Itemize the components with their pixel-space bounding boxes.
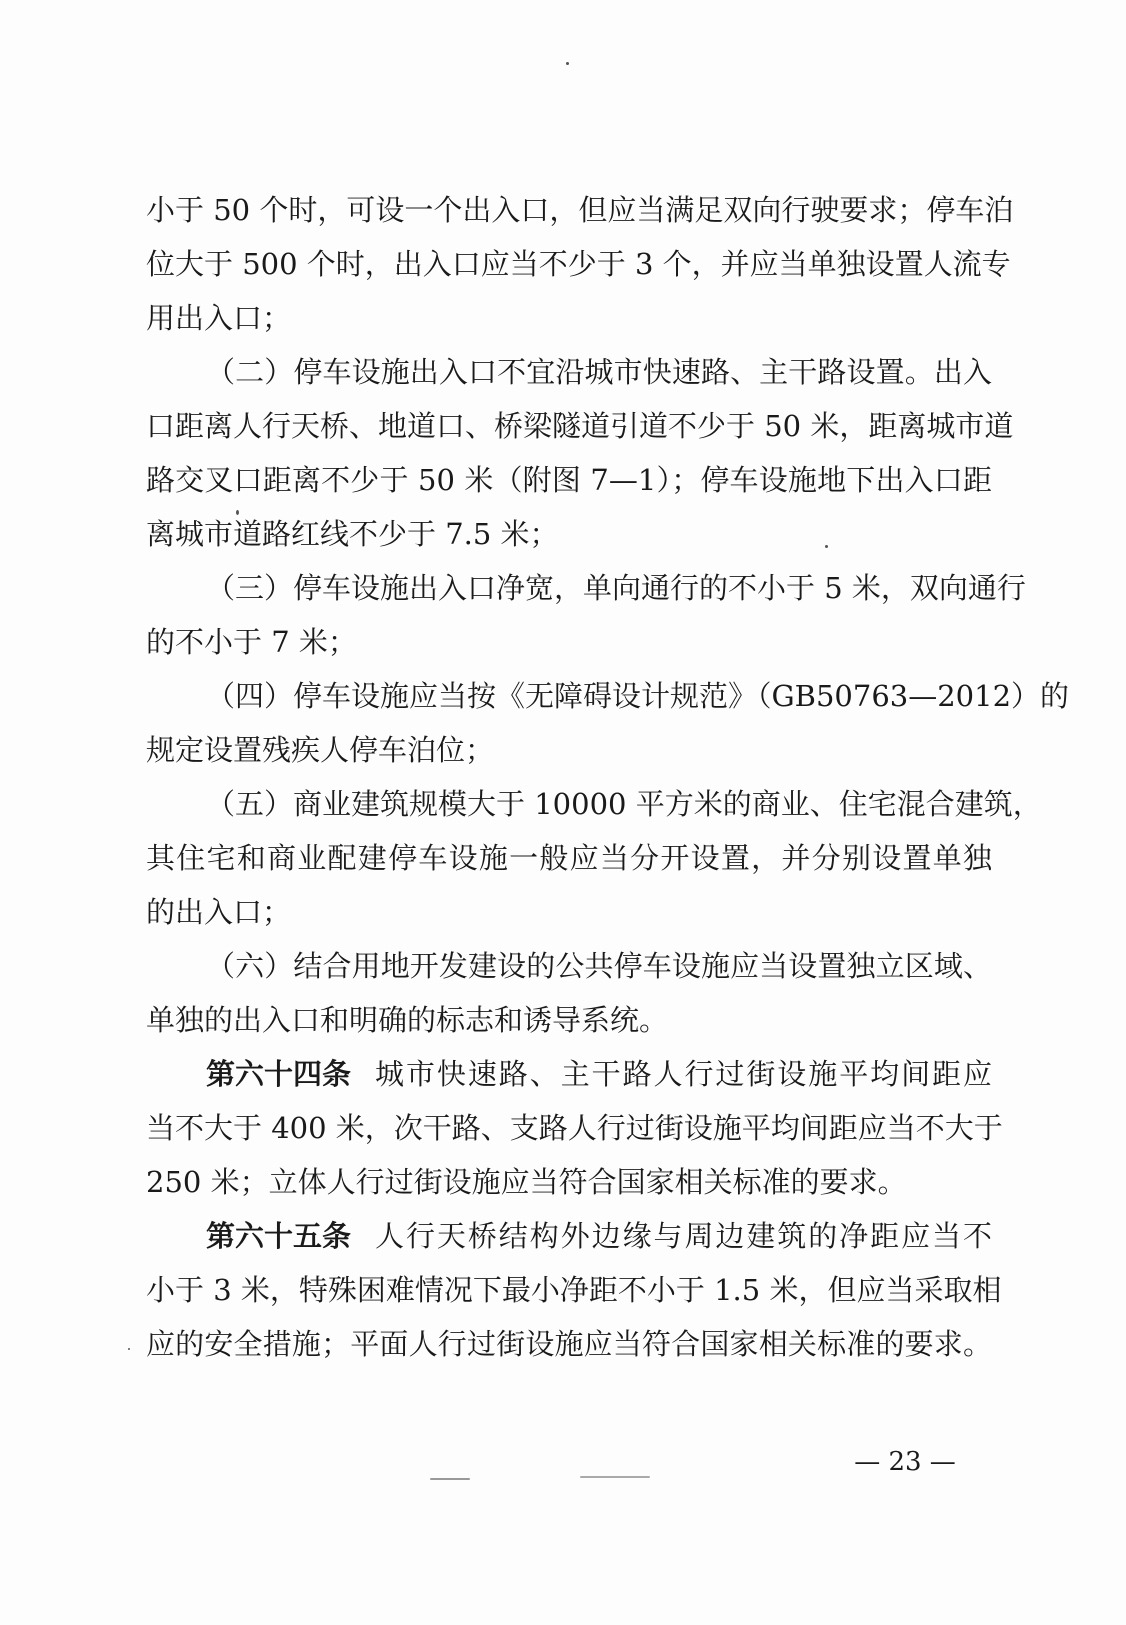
scan-speck — [128, 1348, 130, 1350]
text-line: 应的安全措施；平面人行过街设施应当符合国家相关标准的要求。 — [146, 1327, 992, 1361]
text-line: 当不大于 400 米，次干路、支路人行过街设施平均间距应当不大于 — [146, 1111, 1003, 1145]
scan-speck — [430, 1478, 470, 1480]
text-line: （三）停车设施出入口净宽，单向通行的不小于 5 米，双向通行 — [206, 571, 1026, 605]
text-line: 250 米；立体人行过街设施应当符合国家相关标准的要求。 — [146, 1165, 907, 1199]
article-heading: 第六十五条 — [206, 1219, 352, 1253]
text-line: 口距离人行天桥、地道口、桥梁隧道引道不少于 50 米，距离城市道 — [146, 409, 1014, 443]
text-line: 规定设置残疾人停车泊位； — [146, 733, 495, 767]
text-line: （六）结合用地开发建设的公共停车设施应当设置独立区域、 — [206, 949, 992, 983]
scan-speck — [580, 1476, 650, 1478]
text-line: 的不小于 7 米； — [146, 625, 357, 659]
text-line: 城市快速路、主干路人行过街设施平均间距应 — [375, 1057, 992, 1091]
text-line: 其住宅和商业配建停车设施一般应当分开设置，并分别设置单独 — [146, 841, 992, 875]
text-line: 小于 50 个时，可设一个出入口，但应当满足双向行驶要求；停车泊 — [146, 193, 1014, 227]
text-line: 用出入口； — [146, 301, 292, 335]
scan-speck — [825, 545, 828, 548]
scan-speck — [566, 62, 569, 65]
text-line: 人行天桥结构外边缘与周边建筑的净距应当不 — [375, 1219, 992, 1253]
text-line: 单独的出入口和明确的标志和诱导系统。 — [146, 1003, 669, 1037]
text-line: （五）商业建筑规模大于 10000 平方米的商业、住宅混合建筑， — [206, 787, 1042, 821]
text-line: 小于 3 米，特殊困难情况下最小净距不小于 1.5 米，但应当采取相 — [146, 1273, 1002, 1307]
text-line: 位大于 500 个时，出入口应当不少于 3 个，并应当单独设置人流专 — [146, 247, 1011, 281]
text-line: （四）停车设施应当按《无障碍设计规范》（GB50763—2012）的 — [206, 679, 1070, 713]
article-64-line — [206, 1054, 992, 1094]
text-line: 离城市道路红线不少于 7.5 米； — [146, 517, 559, 551]
scan-speck — [236, 510, 239, 515]
text-line: 的出入口； — [146, 895, 292, 929]
page-number: — 23 — — [854, 1447, 956, 1477]
article-heading: 第六十四条 — [206, 1057, 352, 1091]
article-65-line — [206, 1216, 992, 1256]
text-line: （二）停车设施出入口不宜沿城市快速路、主干路设置。出入 — [206, 355, 992, 389]
text-line: 路交叉口距离不少于 50 米（附图 7—1）；停车设施地下出入口距 — [146, 463, 992, 497]
